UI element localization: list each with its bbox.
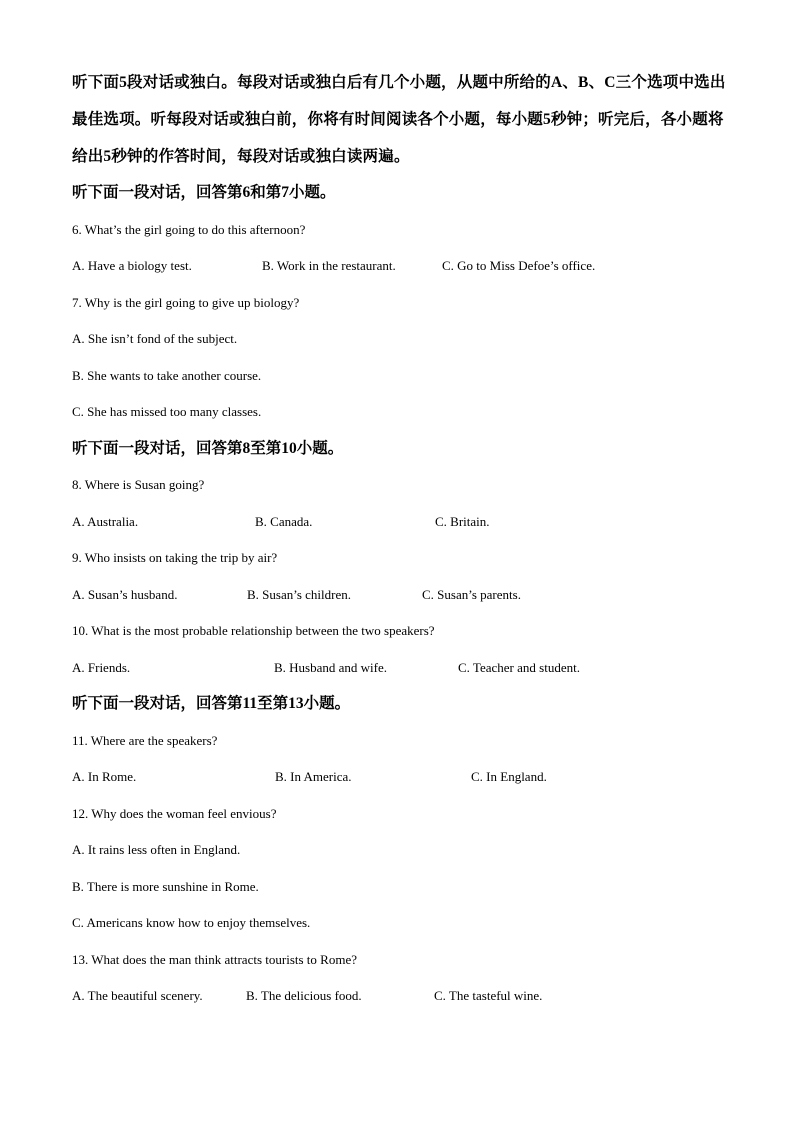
option-c: C. Go to Miss Defoe’s office. [442, 258, 596, 273]
option-a: A. The beautiful scenery. [72, 988, 203, 1003]
option-c: C. Susan’s parents. [422, 586, 521, 602]
question-12: 12. Why does the woman feel envious? [72, 805, 277, 821]
option-b: B. Husband and wife. [274, 659, 388, 675]
option-b: B. She wants to take another course. [72, 367, 262, 383]
option-a: A. Susan’s husband. [72, 586, 178, 602]
option-c: C. The tasteful wine. [434, 988, 543, 1003]
option-c: C. In England. [471, 769, 547, 784]
question-9-options [72, 577, 732, 614]
option-b: B. In America. [275, 769, 352, 784]
option-a: A. She isn’t fond of the subject. [72, 331, 238, 346]
section-title: 听下面一段对话，回答第6和第7小题。 [72, 184, 336, 201]
option-a: A. It rains less often in England. [72, 842, 241, 857]
option-a: A. Have a biology test. [72, 258, 192, 273]
option-a: A. Friends. [72, 659, 131, 675]
section-title: 听下面一段对话，回答第8至第10小题。 [72, 439, 344, 457]
question-10: 10. What is the most probable relationship between the two speakers? [72, 623, 435, 638]
option-a: A. In Rome. [72, 769, 137, 784]
option-c: C. She has missed too many classes. [72, 404, 262, 419]
question-11-options [72, 759, 732, 796]
option-b: B. There is more sunshine in Rome. [72, 878, 259, 894]
question-8-options [72, 504, 732, 541]
question-10-options [72, 650, 732, 687]
question-13-options [72, 978, 732, 1015]
question-8: 8. Where is Susan going? [72, 477, 205, 492]
question-6: 6. What’s the girl going to do this afternoon? [72, 221, 306, 237]
option-c: C. Britain. [435, 513, 490, 529]
section-instructions: 听下面5段对话或独白。每段对话或独白后有几个小题，从题中所给的A、B、C三个选项中选出最佳选项。听每段对话或独白前，你将有时间阅读各个小题，每小题5秒钟；听完后，各小题将给出5秒钟的作答时间，每段对话或独白读两遍。 [72, 74, 726, 165]
question-9: 9. Who insists on taking the trip by air? [72, 550, 278, 565]
option-c: C. Americans know how to enjoy themselves. [72, 915, 311, 930]
option-b: B. The delicious food. [246, 988, 362, 1003]
question-7: 7. Why is the girl going to give up biology? [72, 294, 300, 310]
option-b: B. Work in the restaurant. [262, 258, 396, 273]
question-11: 11. Where are the speakers? [72, 732, 218, 748]
section-title: 听下面一段对话，回答第11至第13小题。 [72, 695, 351, 712]
option-b: B. Susan’s children. [247, 586, 351, 602]
option-a: A. Australia. [72, 513, 139, 529]
exam-page [72, 64, 732, 1015]
option-c: C. Teacher and student. [458, 659, 580, 675]
question-13: 13. What does the man think attracts tourists to Rome? [72, 951, 357, 967]
question-6-options [72, 248, 732, 285]
option-b: B. Canada. [255, 513, 313, 529]
